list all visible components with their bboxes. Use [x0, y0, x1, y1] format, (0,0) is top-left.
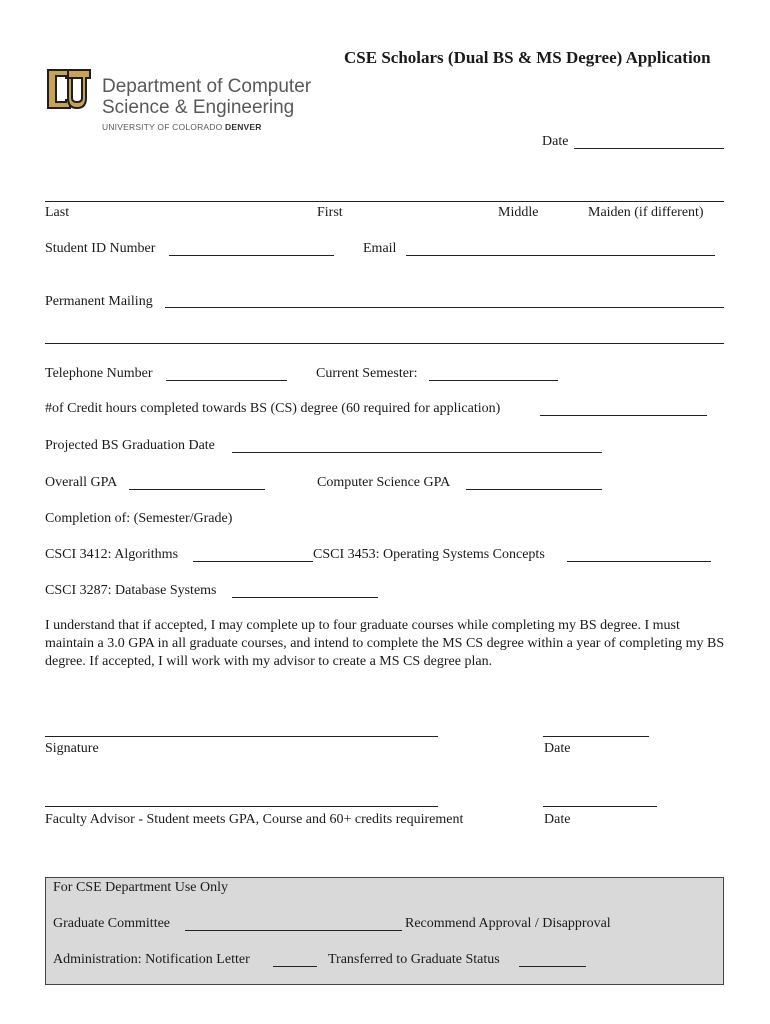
advisor-label: Faculty Advisor - Student meets GPA, Course and 60+ credits requirement — [45, 812, 464, 827]
advisor-date-field[interactable] — [543, 806, 657, 807]
dept-name-line2: Science & Engineering — [102, 97, 295, 118]
cs-gpa-label: Computer Science GPA — [317, 475, 451, 490]
dept-name-line1: Department of Computer — [102, 76, 312, 97]
csci3412-label: CSCI 3412: Algorithms — [45, 547, 179, 562]
signature-date-field[interactable] — [543, 736, 649, 737]
maiden-name-label: Maiden (if different) — [588, 205, 704, 220]
graduate-committee-label: Graduate Committee — [53, 916, 171, 931]
advisor-date-label: Date — [544, 812, 571, 827]
graduation-date-field[interactable] — [232, 452, 602, 453]
csci3412-field[interactable] — [193, 561, 313, 562]
email-label: Email — [363, 241, 397, 256]
telephone-label: Telephone Number — [45, 366, 153, 381]
date-field[interactable] — [574, 148, 724, 149]
name-field[interactable] — [45, 201, 724, 202]
telephone-field[interactable] — [166, 380, 287, 381]
mailing-field[interactable] — [165, 307, 724, 308]
office-use-heading: For CSE Department Use Only — [53, 880, 228, 895]
date-label: Date — [542, 134, 569, 149]
university-name: UNIVERSITY OF COLORADO DENVER — [102, 122, 262, 132]
first-name-label: First — [317, 205, 343, 220]
mailing-field-line2[interactable] — [45, 343, 724, 344]
recommend-label: Recommend Approval / Disapproval — [405, 916, 611, 931]
overall-gpa-label: Overall GPA — [45, 475, 118, 490]
email-field[interactable] — [406, 255, 715, 256]
current-semester-label: Current Semester: — [316, 366, 418, 381]
mailing-label: Permanent Mailing — [45, 294, 153, 309]
transferred-label: Transferred to Graduate Status — [328, 952, 500, 967]
notification-letter-label: Administration: Notification Letter — [53, 952, 250, 967]
last-name-label: Last — [45, 205, 70, 220]
graduate-committee-field[interactable] — [185, 930, 402, 931]
cu-logo-icon — [44, 64, 94, 114]
signature-label: Signature — [45, 741, 99, 756]
signature-field[interactable] — [45, 736, 438, 737]
cu-logo — [44, 64, 94, 114]
advisor-signature-field[interactable] — [45, 806, 438, 807]
csci3287-label: CSCI 3287: Database Systems — [45, 583, 217, 598]
csci3453-field[interactable] — [567, 561, 711, 562]
student-id-label: Student ID Number — [45, 241, 156, 256]
agreement-text: I understand that if accepted, I may complete up to four graduate courses while completing my BS degree. I must maintain a 3.0 GPA in all graduate courses, and intend to complete the MS CS degree within a year of completing my BS degree. If accepted, I will work with my advisor to create a MS CS degree plan. — [45, 618, 725, 669]
credit-hours-label: #of Credit hours completed towards BS (CS) degree (60 required for application) — [45, 401, 501, 416]
notification-letter-field[interactable] — [273, 966, 317, 967]
current-semester-field[interactable] — [429, 380, 558, 381]
office-use-box — [45, 877, 724, 985]
transferred-field[interactable] — [519, 966, 586, 967]
csci3453-label: CSCI 3453: Operating Systems Concepts — [313, 547, 545, 562]
cs-gpa-field[interactable] — [466, 489, 602, 490]
completion-label: Completion of: (Semester/Grade) — [45, 511, 233, 526]
graduation-date-label: Projected BS Graduation Date — [45, 438, 215, 453]
signature-date-label: Date — [544, 741, 571, 756]
credit-hours-field[interactable] — [540, 415, 707, 416]
student-id-field[interactable] — [169, 255, 334, 256]
form-title: CSE Scholars (Dual BS & MS Degree) Application — [344, 48, 711, 67]
csci3287-field[interactable] — [232, 597, 378, 598]
middle-name-label: Middle — [498, 205, 539, 220]
overall-gpa-field[interactable] — [129, 489, 265, 490]
